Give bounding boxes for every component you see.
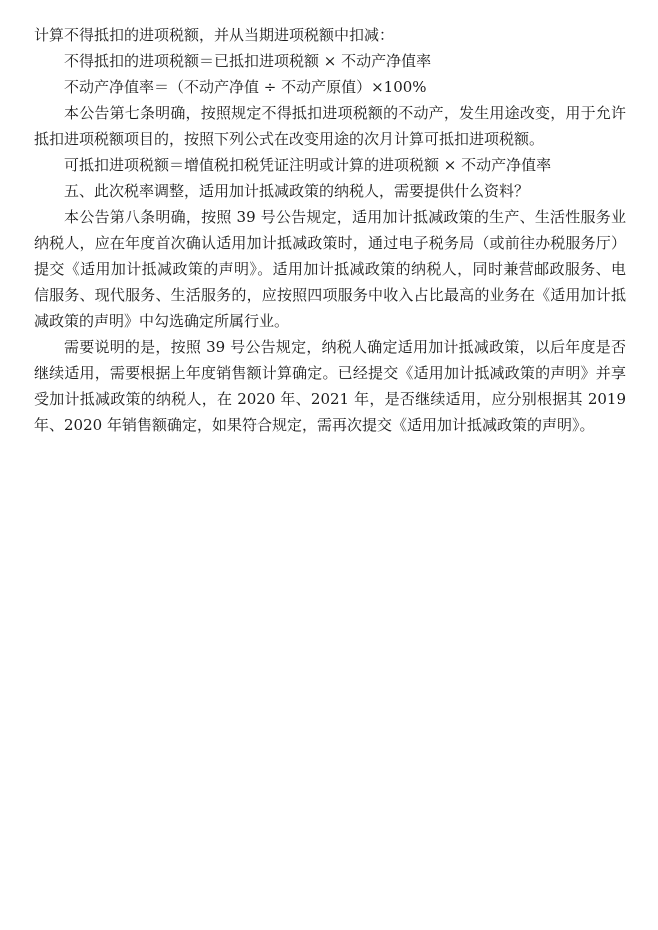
formula-net-value-rate: 不动产净值率＝（不动产净值 ÷ 不动产原值）×100% xyxy=(64,78,427,96)
section-heading-five: 五、此次税率调整，适用加计抵减政策的纳税人，需要提供什么资料？ xyxy=(64,182,530,200)
paragraph-explanation: 需要说明的是，按照 39 号公告规定，纳税人确定适用加计抵减政策，以后年度是否继续适用，需要根据上年度销售额计算确定。已经提交《适用加计抵减政策的声明》并享受加计抵减政策的纳税人，在 2020 年、2021 年，是否继续适用，应分别根据其 2019 年、2020 年销售额确定，如果符合规定，需再次提交《适用加计抵减政策的声明》。 xyxy=(34,338,626,434)
paragraph-continuation: 计算不得抵扣的进项税额，并从当期进项税额中扣减： xyxy=(34,26,395,44)
paragraph-article-seven: 本公告第七条明确，按照规定不得抵扣进项税额的不动产，发生用途改变，用于允许抵扣进项税额项目的，按照下列公式在改变用途的次月计算可抵扣进项税额。 xyxy=(34,104,626,148)
formula-deductible-tax: 可抵扣进项税额＝增值税扣税凭证注明或计算的进项税额 × 不动产净值率 xyxy=(64,156,552,174)
paragraph-article-eight: 本公告第八条明确，按照 39 号公告规定，适用加计抵减政策的生产、生活性服务业纳税人，应在年度首次确认适用加计抵减政策时，通过电子税务局（或前往办税服务厅）提交《适用加计抵减政策的声明》。适用加计抵减政策的纳税人，同时兼营邮政服务、电信服务、现代服务、生活服务的，应按照四项服务中收入占比最高的业务在《适用加计抵减政策的声明》中勾选确定所属行业。 xyxy=(34,208,626,330)
formula-non-deductible-tax: 不得抵扣的进项税额＝已抵扣进项税额 × 不动产净值率 xyxy=(64,52,432,70)
document-body xyxy=(34,22,626,438)
